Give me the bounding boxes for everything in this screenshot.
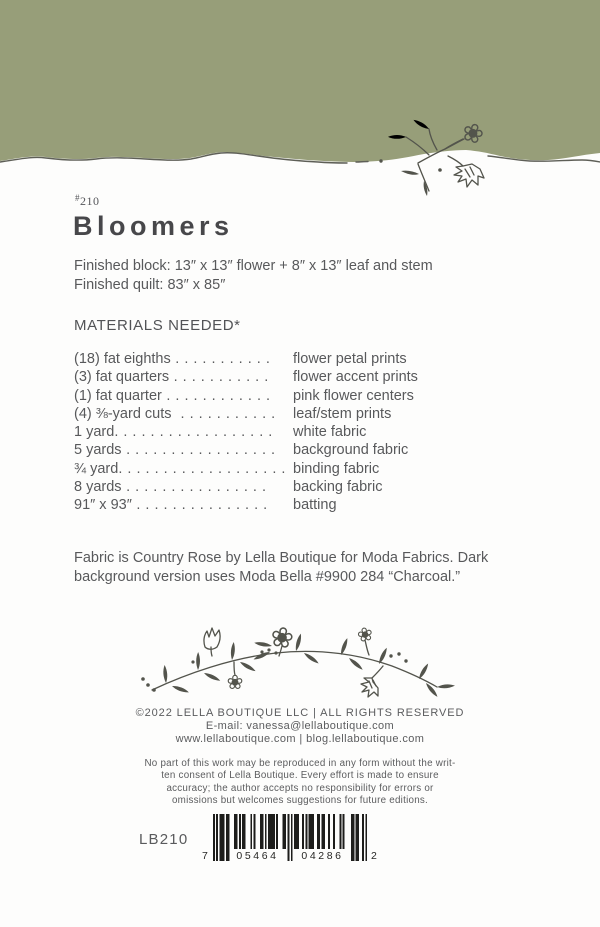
green-band-shape xyxy=(0,0,600,162)
disclaimer-line: ten consent of Lella Boutique. Every effort is made to ensure xyxy=(161,770,439,782)
fabric-note: Fabric is Country Rose by Lella Boutique for Moda Fabrics. Dark background version uses Moda Bella #9900 284 “Charcoal.” xyxy=(74,550,489,585)
material-description: flower accent prints xyxy=(293,369,418,386)
website-line: www.lellaboutique.com | blog.lellaboutique.com xyxy=(175,733,425,745)
footer-contact-block xyxy=(0,707,600,746)
finished-block-line: Finished block: 13″ x 13″ flower + 8″ x 13″ leaf and stem xyxy=(74,258,433,274)
materials-list xyxy=(74,350,474,515)
dot-leader: . . . . . . . . . . . . . . . . . xyxy=(121,442,276,459)
material-item-label: 8 yards xyxy=(74,479,122,496)
flower-icon: ❀ xyxy=(457,116,488,152)
page-title: Bloomers xyxy=(73,211,234,241)
dot-leader: . . . . . . . . . . . . . . . . xyxy=(121,479,267,496)
material-item-label: (4) ⅜-yard cuts xyxy=(74,405,172,422)
material-row xyxy=(74,368,474,386)
materials-heading: MATERIALS NEEDED* xyxy=(74,317,241,334)
floral-branch-illustration xyxy=(136,612,466,707)
upc-barcode xyxy=(202,814,377,863)
barcode-digit: 7 xyxy=(202,850,208,862)
material-item-label: (18) fat eighths xyxy=(74,351,171,367)
material-row xyxy=(74,441,474,459)
flower-icon: ❀ xyxy=(267,619,297,656)
disclaimer-line: accuracy; the author accepts no responsibility for errors or xyxy=(166,782,434,794)
barcode-digit-group: 05464 xyxy=(236,850,279,862)
material-row xyxy=(74,350,474,368)
pattern-number xyxy=(75,193,100,209)
tulip-bud xyxy=(204,628,220,649)
material-description: backing fabric xyxy=(293,479,383,496)
material-description: background fabric xyxy=(293,442,409,459)
material-item-label: (3) fat quarters xyxy=(74,369,170,386)
dot-leader: . . . . . . . . . . . . . . . xyxy=(131,497,268,514)
material-item-label: (1) fat quarter xyxy=(74,387,162,404)
material-item-label: 5 yards xyxy=(74,442,122,459)
material-row xyxy=(74,496,474,514)
finished-quilt-line: Finished quilt: 83″ x 85″ xyxy=(74,276,226,293)
header-green-band xyxy=(0,0,600,200)
finished-sizes xyxy=(74,257,433,294)
material-description: pink flower centers xyxy=(293,387,414,404)
dot-leader: . . . . . . . . . . . . xyxy=(161,387,271,404)
material-row xyxy=(74,387,474,405)
material-description: white fabric xyxy=(293,424,367,441)
dot-leader: . . . . . . . . . . . xyxy=(171,405,276,422)
flower-icon: ❀ xyxy=(355,622,376,648)
material-item-label: 1 yard xyxy=(74,424,115,441)
material-description: flower petal prints xyxy=(293,351,407,367)
dot-leader: . . . . . . . . . . . xyxy=(169,369,269,386)
material-row xyxy=(74,405,474,423)
disclaimer xyxy=(0,758,600,807)
material-description: batting xyxy=(293,497,337,514)
disclaimer-line: No part of this work may be reproduced in any form without the writ- xyxy=(144,758,456,769)
material-description: binding fabric xyxy=(293,460,380,477)
email-line: E-mail: vanessa@lellaboutique.com xyxy=(205,720,395,732)
dot-leader: . . . . . . . . . . . . . . . . . . . xyxy=(118,460,286,477)
barcode-digit-group: 04286 xyxy=(301,850,344,862)
material-row xyxy=(74,478,474,496)
barcode-sku: LB210 xyxy=(139,831,189,848)
material-row xyxy=(74,423,474,441)
material-row xyxy=(74,460,474,478)
pattern-number-digits: 210 xyxy=(80,194,100,208)
material-description: leaf/stem prints xyxy=(293,405,392,422)
copyright-line: ©2022 LELLA BOUTIQUE LLC | ALL RIGHTS RESERVED xyxy=(135,707,465,719)
material-item-label: ¾ yard xyxy=(74,460,119,477)
material-item-label: 91″ x 93″ xyxy=(74,497,132,514)
dot-leader: . . . . . . . . . . . . . . . . . . xyxy=(114,424,273,441)
hash-mark: # xyxy=(75,193,80,203)
disclaimer-line: omissions but welcomes suggestions for future editions. xyxy=(171,794,429,806)
flower-icon: ❀ xyxy=(226,670,244,694)
barcode-digit: 2 xyxy=(371,850,377,862)
dot-leader: . . . . . . . . . . . xyxy=(170,351,271,367)
